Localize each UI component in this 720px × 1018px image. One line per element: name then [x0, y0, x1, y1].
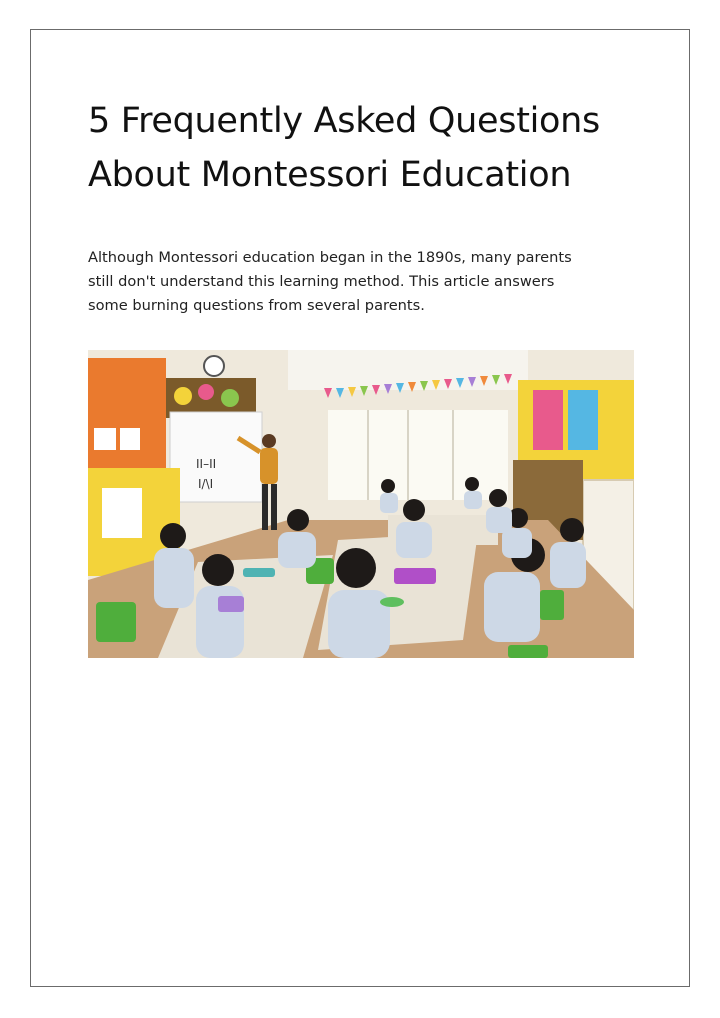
- page-title: [88, 94, 668, 202]
- chair: [508, 645, 548, 658]
- pencil-case: [243, 568, 275, 577]
- intro-line-1: Although Montessori education began in the 1890s, many parents: [88, 249, 572, 266]
- window-area: [328, 410, 508, 500]
- svg-text:I/\I: I/\I: [198, 477, 214, 491]
- intro-line-2: still don't understand this learning method. This article answers: [88, 273, 555, 290]
- cup: [380, 597, 404, 607]
- document-page: [30, 29, 690, 987]
- ceiling: [288, 350, 528, 390]
- svg-text:II–II: II–II: [196, 457, 217, 471]
- classroom-illustration: [88, 350, 634, 658]
- clock-icon: [204, 356, 224, 376]
- title-line-1: 5 Frequently Asked Questions: [88, 101, 600, 141]
- intro-paragraph: [88, 246, 648, 318]
- title-line-2: About Montessori Education: [88, 155, 572, 195]
- intro-line-3: some burning questions from several parents.: [88, 297, 425, 314]
- pencil-case: [394, 568, 436, 584]
- classroom-photo: [88, 350, 634, 658]
- chair: [540, 590, 564, 620]
- chair: [96, 602, 136, 642]
- orange-board: [88, 358, 166, 468]
